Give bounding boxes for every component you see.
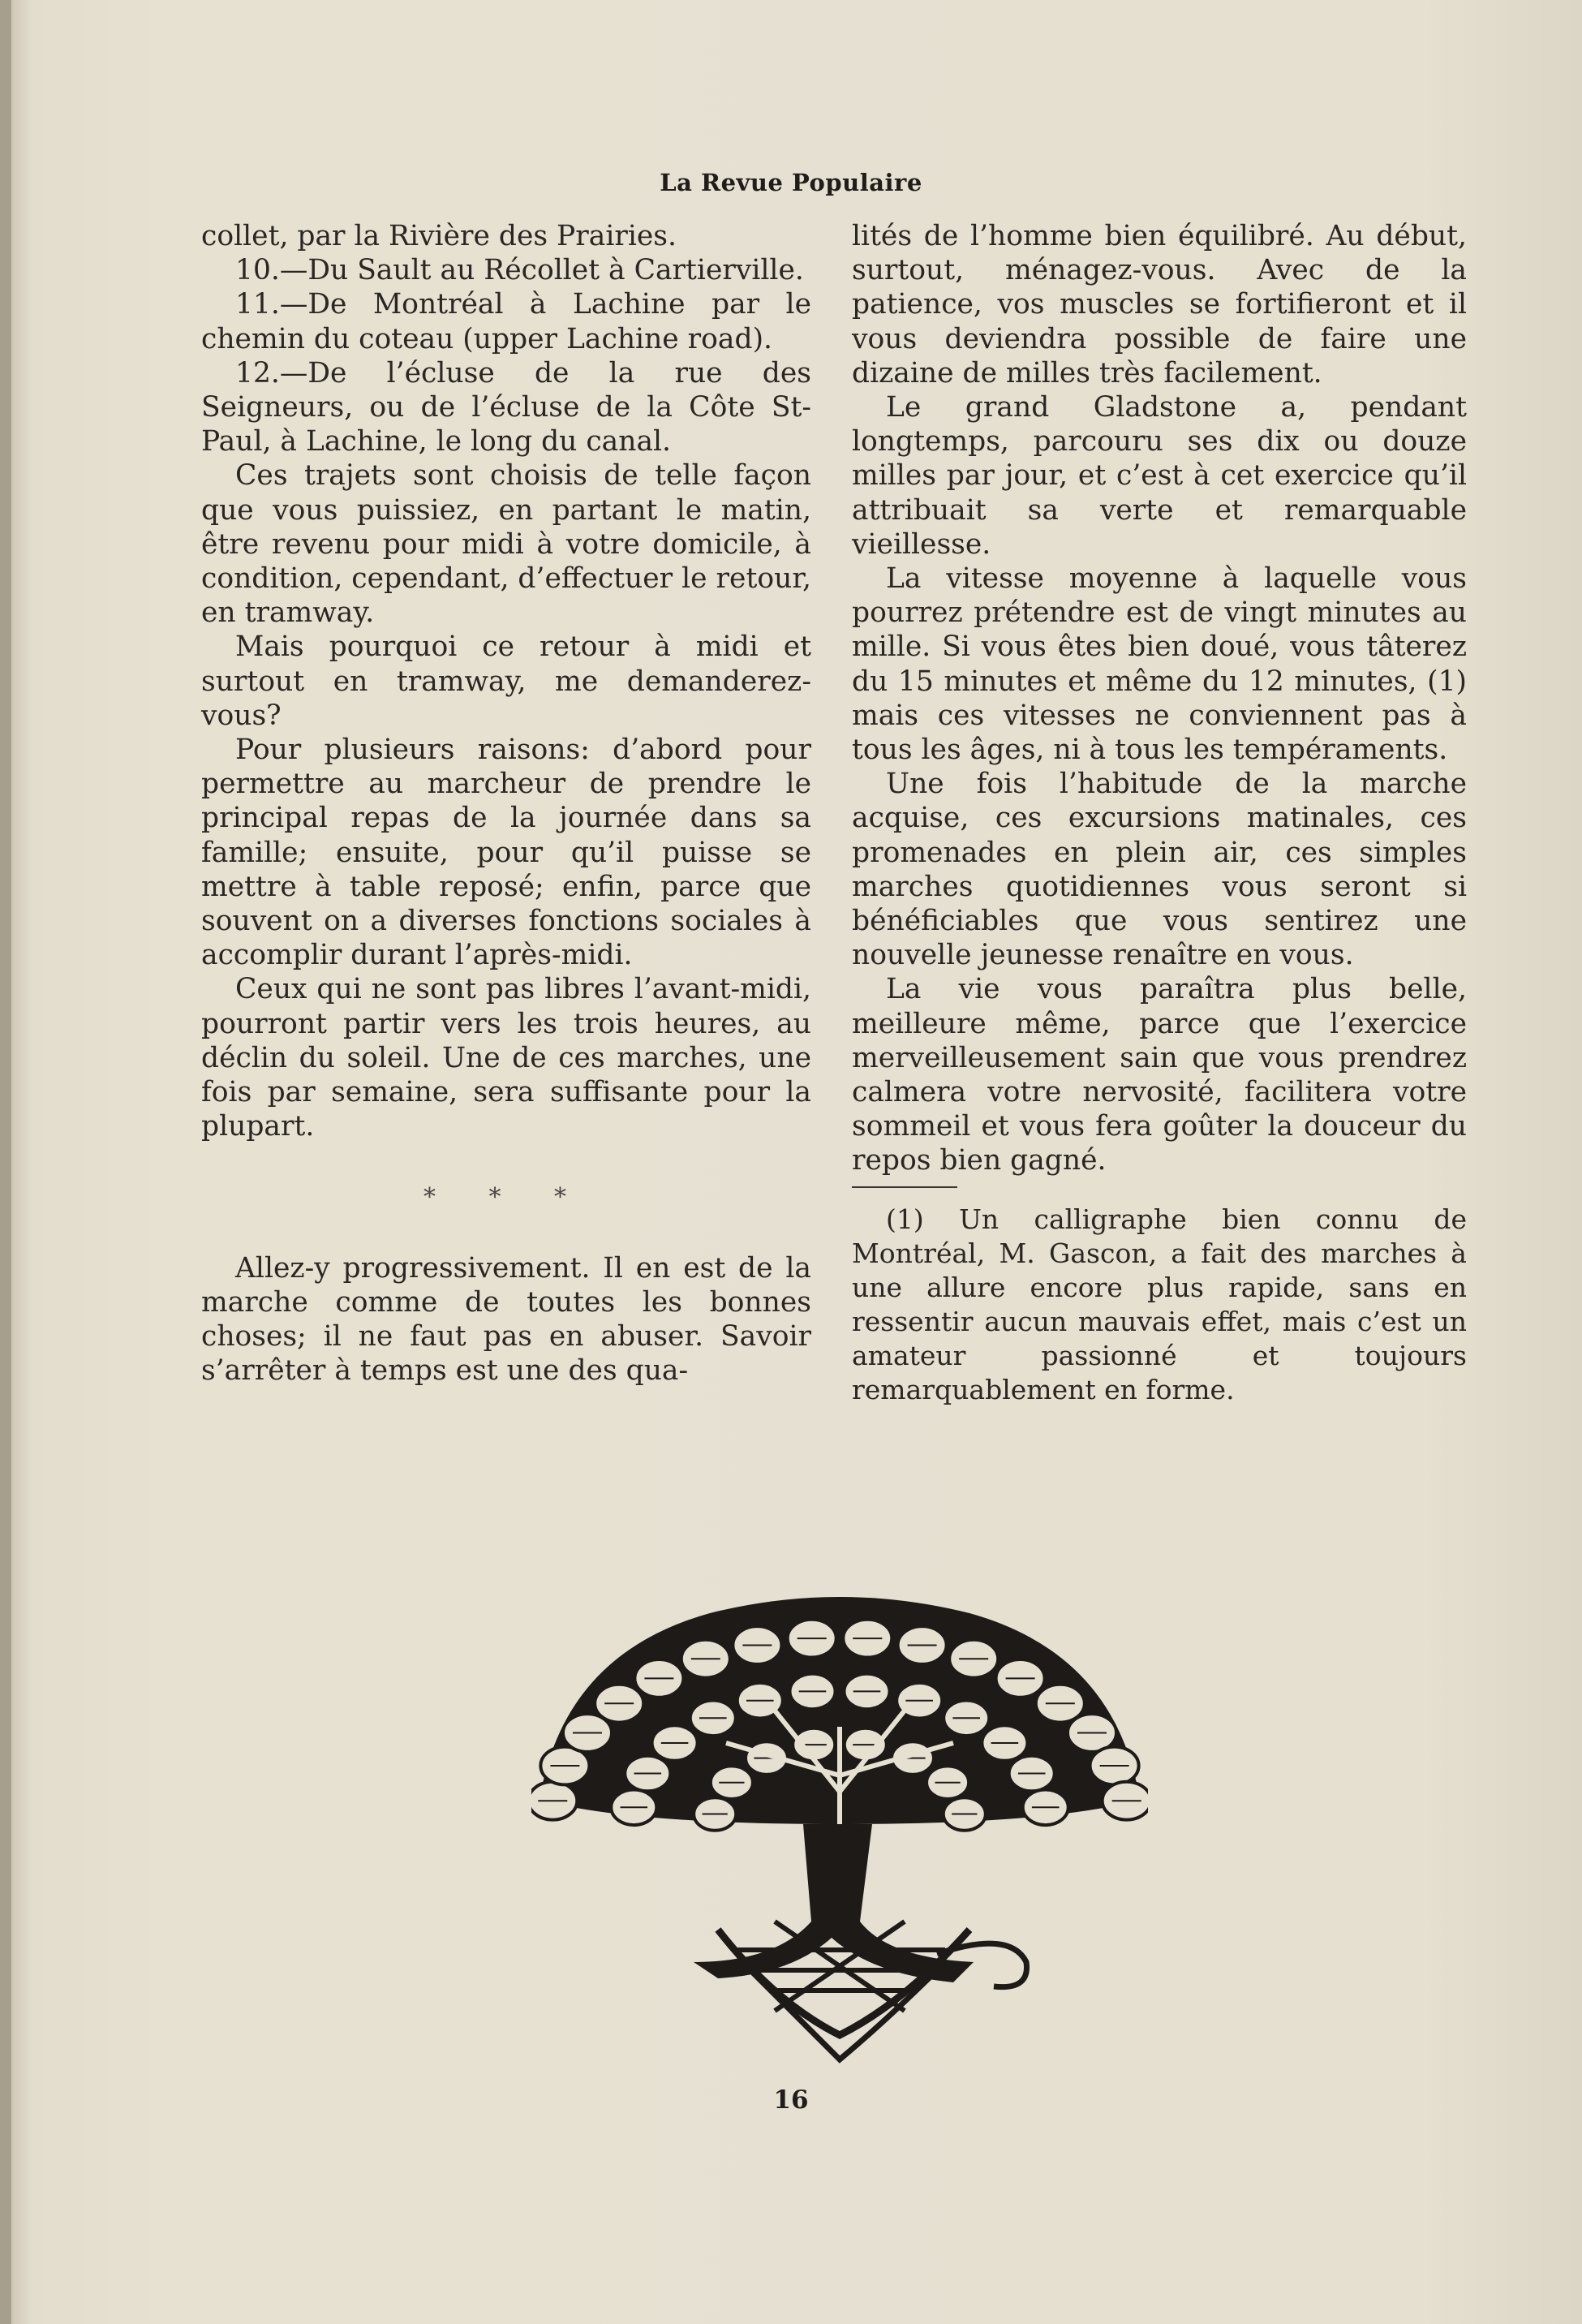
- footnote-rule: [852, 1186, 957, 1188]
- paragraph: Ces trajets sont choisis de telle façon que vous puissiez, en partant le matin, être revenu pour midi à votre domicile, à condition, cependant, d’effectuer le retour, en tramway.: [201, 459, 811, 630]
- paragraph: La vitesse moyenne à laquelle vous pourrez prétendre est de vingt minutes au mille. Si vous êtes bien doué, vous tâterez du 15 minutes et même du 12 minutes, (1) mais ces vitesses ne conviennent pas à tous les âges, ni à tous les tempéraments.: [852, 562, 1467, 767]
- right-column: [852, 219, 1467, 1407]
- paragraph: Pour plusieurs raisons: d’abord pour permettre au marcheur de prendre le principal repas de la journée dans sa famille; ensuite, pour qu’il puisse se mettre à table reposé; enfin, parce que souvent on a diverses fonctions sociales à accomplir durant l’après-midi.: [201, 734, 811, 972]
- paragraph: lités de l’homme bien équilibré. Au début, surtout, ménagez-vous. Avec de la patience, vos muscles se fortifieront et il vous deviendra possible de faire une dizaine de milles très facilement.: [852, 220, 1467, 389]
- running-title: La Revue Populaire: [660, 169, 922, 196]
- page-number: 16: [773, 2085, 809, 2115]
- paragraph: Une fois l’habitude de la marche acquise, ces excursions matinales, ces promenades en plein air, ces simples marches quotidiennes vous seront si bénéficiables que vous sentirez une nouvelle jeunesse renaître en vous.: [852, 768, 1467, 972]
- paragraph: 11.—De Montréal à Lachine par le chemin du coteau (upper Lachine road).: [201, 288, 811, 355]
- paragraph: collet, par la Rivière des Prairies.: [201, 220, 677, 252]
- page-binding-edge: [0, 0, 11, 2324]
- paragraph: La vie vous paraîtra plus belle, meilleure même, parce que l’exercice merveilleusement sain que vous prendrez calmera votre nervosité, facilitera votre sommeil et vous fera goûter la douceur du repos bien gagné.: [852, 973, 1467, 1177]
- paragraph: Mais pourquoi ce retour à midi et surtout en tramway, me demanderez-vous?: [201, 630, 811, 732]
- tree-ornament-icon: [531, 1581, 1148, 2068]
- paragraph: Allez-y progressivement. Il en est de la marche comme de toutes les bonnes choses; il ne faut pas en abuser. Savoir s’arrêter à temps est une des qua-: [201, 1251, 811, 1388]
- left-column: [201, 219, 811, 1388]
- footnote: (1) Un calligraphe bien connu de Montréal, M. Gascon, a fait des marches à une allure encore plus rapide, sans en ressentir aucun mauvais effet, mais c’est un amateur passionné et toujours remarquablement en forme.: [852, 1203, 1467, 1405]
- section-separator: * * *: [423, 1183, 590, 1212]
- paragraph: 10.—Du Sault au Récollet à Cartierville.: [235, 254, 804, 287]
- tree-ornament-graphic: [531, 1581, 1148, 2068]
- paragraph: 12.—De l’écluse de la rue des Seigneurs, ou de l’écluse de la Côte St-Paul, à Lachine, le long du canal.: [201, 356, 811, 458]
- paragraph: Le grand Gladstone a, pendant longtemps, parcouru ses dix ou douze milles par jour, et c’est à cet exercice qu’il attribuait sa verte et remarquable vieillesse.: [852, 391, 1467, 561]
- paragraph: Ceux qui ne sont pas libres l’avant-midi, pourront partir vers les trois heures, au déclin du soleil. Une de ces marches, une fois par semaine, sera suffisante pour la plupart.: [201, 973, 811, 1143]
